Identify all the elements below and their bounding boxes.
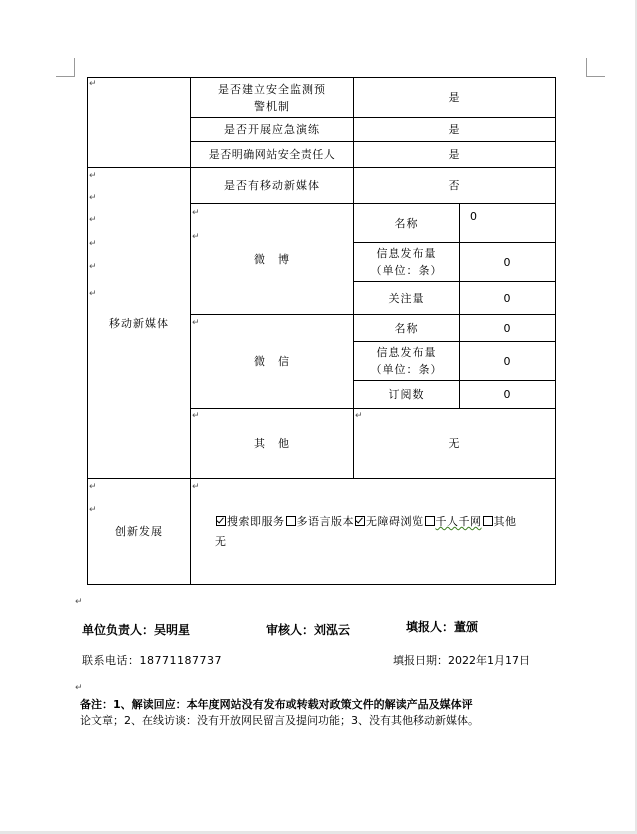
wechat-post-count-label-line1: 信息发布量 bbox=[376, 346, 437, 359]
weibo-post-count-value: 0 bbox=[503, 255, 512, 269]
emergency-drill-label: 是否开展应急演练 bbox=[224, 123, 320, 136]
other-media-value: 无 bbox=[448, 437, 461, 450]
warning-mechanism-value: 是 bbox=[448, 91, 461, 104]
has-mobile-media-label: 是否有移动新媒体 bbox=[224, 179, 320, 192]
contact-phone-value: 18771187737 bbox=[139, 654, 222, 667]
personalized-web-checkbox[interactable] bbox=[425, 516, 435, 526]
personalized-web-label: 千人千网 bbox=[435, 515, 482, 528]
reviewer-label: 审核人： bbox=[266, 623, 315, 637]
filler bbox=[406, 618, 478, 635]
weibo-name-value: 0 bbox=[470, 210, 478, 223]
security-responsible-label: 是否明确网站安全责任人 bbox=[208, 148, 336, 161]
report-date-label: 填报日期： bbox=[393, 654, 448, 667]
wechat-post-count-label bbox=[354, 342, 459, 380]
remarks bbox=[80, 697, 550, 729]
weibo-name-label: 名称 bbox=[394, 216, 419, 230]
weibo-post-count-label bbox=[354, 243, 459, 281]
contact-phone bbox=[82, 652, 222, 668]
weibo-label: 微 博 bbox=[254, 252, 290, 266]
filler-name: 董颁 bbox=[454, 620, 479, 634]
weibo-post-count-label-line2: （单位：条） bbox=[370, 264, 443, 277]
accessibility-label: 无障碍浏览 bbox=[366, 515, 424, 528]
innovation-label: 创新发展 bbox=[115, 525, 163, 538]
wechat-name-label: 名称 bbox=[394, 321, 419, 335]
weibo-post-count-label-line1: 信息发布量 bbox=[376, 247, 437, 260]
remarks-line-1: 备注：1、解读回应：本年度网站没有发布或转载对政策文件的解读产品及媒体评 bbox=[80, 698, 473, 711]
wechat-post-count-label-line2: （单位：条） bbox=[370, 363, 443, 376]
reviewer-name: 刘泓云 bbox=[314, 623, 351, 637]
accessibility-checkbox[interactable] bbox=[355, 516, 365, 526]
search-service-checkbox[interactable] bbox=[216, 516, 226, 526]
search-service-label: 搜索即服务 bbox=[227, 515, 285, 528]
wechat-name-value: 0 bbox=[503, 321, 512, 335]
report-date bbox=[393, 652, 530, 668]
report-date-value: 2022年1月17日 bbox=[448, 654, 530, 667]
filler-label: 填报人： bbox=[406, 620, 455, 634]
has-mobile-media-value: 否 bbox=[448, 179, 461, 192]
weibo-follow-label: 关注量 bbox=[388, 291, 425, 305]
wechat-subscribers-value: 0 bbox=[503, 388, 512, 401]
innovation-other-text: 无 bbox=[215, 535, 227, 548]
unit-leader-name: 吴明星 bbox=[154, 623, 191, 637]
multi-language-label: 多语言版本 bbox=[296, 515, 354, 528]
wechat-post-count-value: 0 bbox=[503, 354, 512, 368]
other-option-checkbox[interactable] bbox=[483, 516, 493, 526]
wechat-subscribers-label: 订阅数 bbox=[388, 388, 425, 401]
reviewer bbox=[266, 621, 350, 638]
remarks-line-2: 论文章；2、在线访谈：没有开放网民留言及提问功能；3、没有其他移动新媒体。 bbox=[80, 714, 479, 727]
weibo-follow-value: 0 bbox=[503, 291, 512, 305]
warning-mechanism-label: 是否建立安全监测预警机制 bbox=[218, 82, 326, 113]
innovation-options bbox=[191, 479, 555, 584]
crop-mark-right bbox=[586, 58, 605, 77]
contact-phone-label: 联系电话： bbox=[82, 654, 140, 667]
other-media-label: 其 他 bbox=[254, 437, 290, 450]
unit-leader-label: 单位负责人： bbox=[82, 623, 155, 637]
security-responsible-value: 是 bbox=[448, 148, 461, 161]
mobile-media-section-label: 移动新媒体 bbox=[109, 316, 169, 330]
other-option-label: 其他 bbox=[493, 515, 517, 528]
unit-leader bbox=[82, 621, 190, 638]
multi-language-checkbox[interactable] bbox=[286, 516, 296, 526]
emergency-drill-value: 是 bbox=[448, 123, 461, 136]
wechat-label: 微 信 bbox=[254, 355, 290, 368]
crop-mark-left bbox=[56, 58, 75, 77]
